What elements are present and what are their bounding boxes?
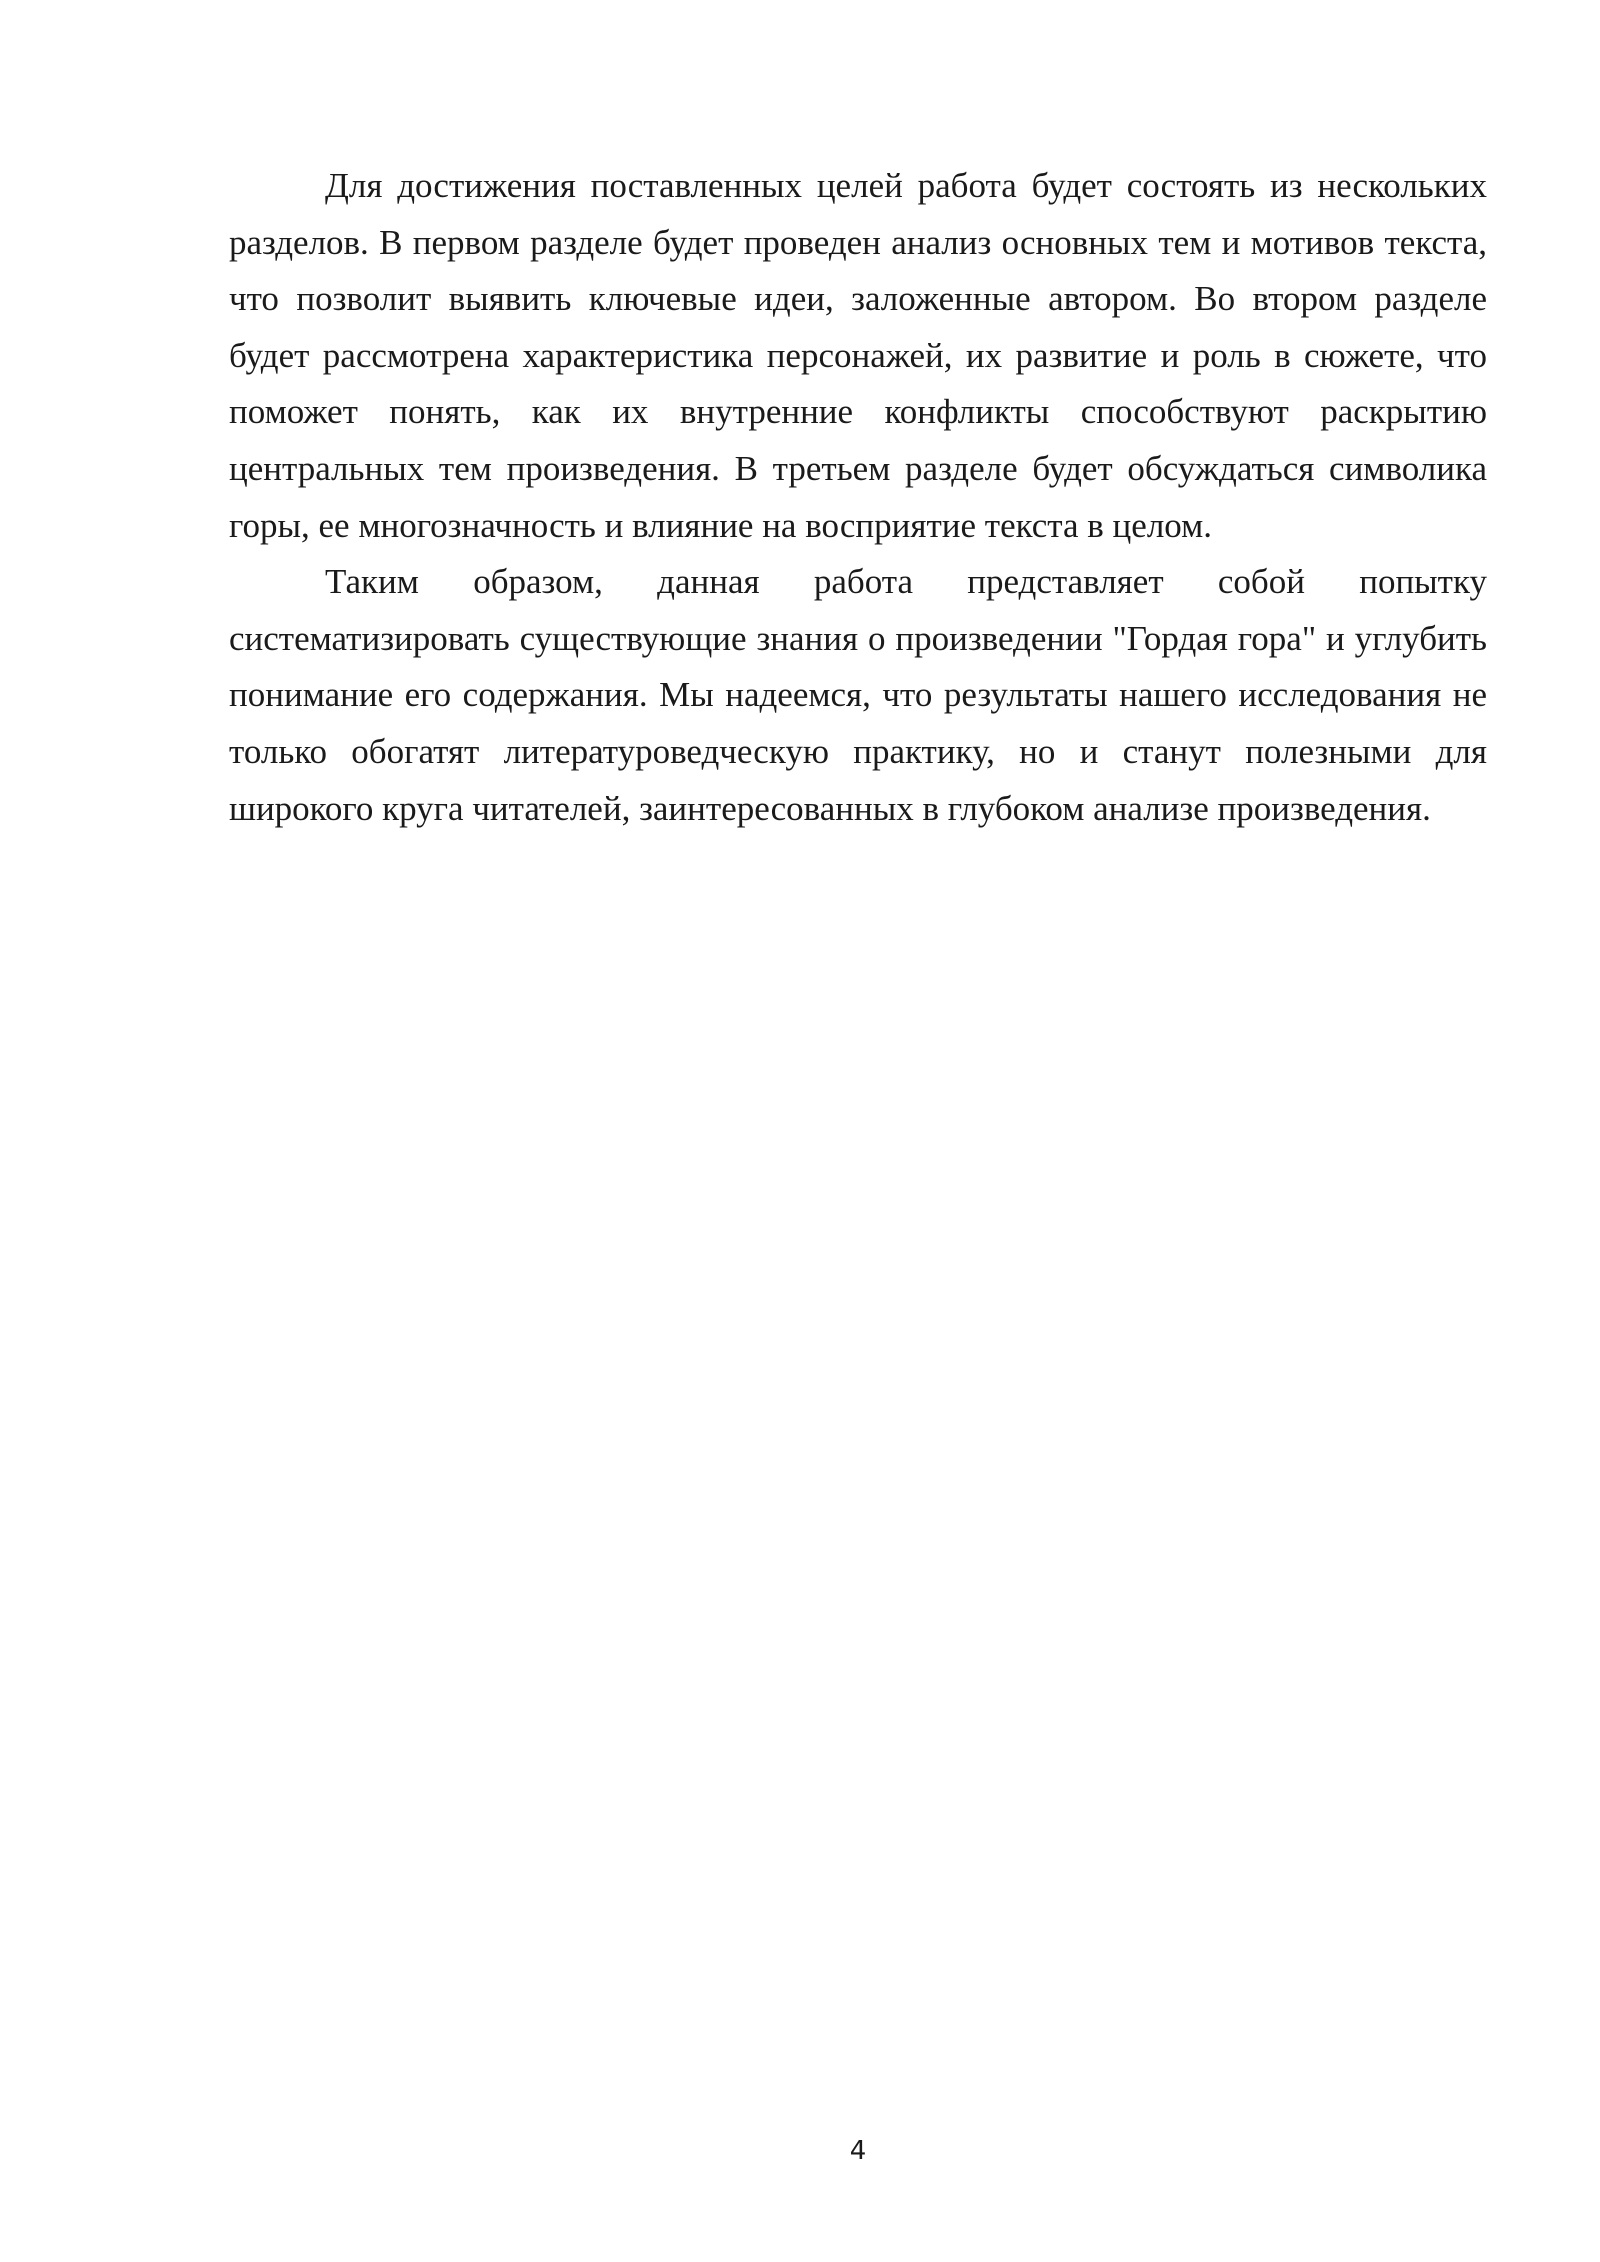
paragraph-sections-plan: Для достижения поставленных целей работа будет состоять из нескольких разделов. В первом разделе будет проведен анализ основных тем и мотивов текста, что позволит выявить ключевые идеи, заложенные автором. Во втором разделе будет рассмотрена характеристика персонажей, их развитие и роль в сюжете, что поможет понять, как их внутренние конфликты способствуют раскрытию центральных тем произведения. В третьем разделе будет обсуждаться символика горы, ее многозначность и влияние на восприятие текста в целом. <box>229 166 1487 545</box>
paragraph-conclusion: Таким образом, данная работа представляет собой попытку систематизировать существующие знания о произведении "Гордая гора" и углубить понимание его содержания. Мы надеемся, что результаты нашего исследования не только обогатят литературоведческую практику, но и станут полезными для широкого круга читателей, заинтересованных в глубоком анализе произведения. <box>229 562 1487 828</box>
page-number: 4 <box>849 2136 867 2166</box>
body-text <box>229 158 1487 837</box>
